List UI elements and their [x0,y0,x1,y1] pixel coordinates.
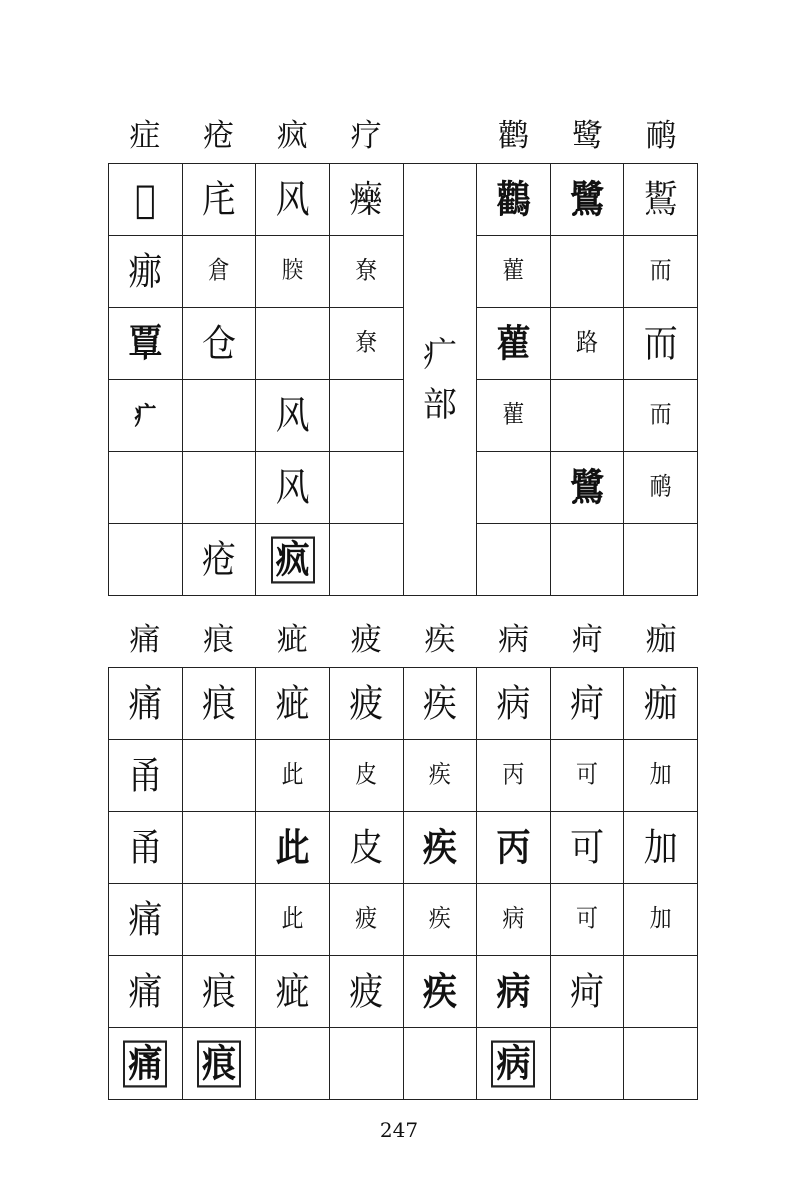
glyph-cell [109,380,183,452]
ancient-glyph: 𤻲 [349,177,384,222]
headword: 鹳 [498,118,530,154]
glyph-cell [624,740,698,812]
ancient-glyph: 可 [576,904,599,933]
ancient-glyph: 病 [496,681,531,726]
ancient-glyph: 而 [649,256,672,285]
headword: 疴 [571,622,603,658]
headword: 疮 [203,118,235,154]
glyph-cell [329,884,403,956]
ancient-glyph: 痕 [201,681,236,726]
glyph-cell [624,668,698,740]
glyph-cell [256,956,330,1028]
glyph-cell [256,668,330,740]
ancient-glyph: 疵 [275,681,310,726]
glyph-cell [550,740,624,812]
ancient-glyph: 𤻙 [135,177,156,222]
glyph-cell [256,524,330,596]
glyph-cell [182,452,256,524]
glyph-cell [477,740,551,812]
ancient-glyph: 疴 [570,969,605,1014]
ancient-glyph: 皮 [355,760,378,789]
table-row [109,668,698,740]
glyph-cell [109,452,183,524]
ancient-glyph: 加 [643,825,678,870]
ancient-glyph: 此 [281,904,304,933]
glyph-cell [329,740,403,812]
ancient-glyph: 疾 [428,904,451,933]
glyph-cell [477,308,551,380]
glyph-cell [550,452,624,524]
ancient-glyph: 风 [275,465,310,510]
bottom-glyph-grid [108,667,698,1100]
radical-label [404,164,477,595]
ancient-glyph: 痛 [128,969,163,1014]
glyph-cell [329,380,403,452]
glyph-cell [109,1028,183,1100]
glyph-cell [182,524,256,596]
glyph-cell [624,164,698,236]
ancient-glyph: 仓 [201,321,236,366]
glyph-cell [477,524,551,596]
ancient-glyph: 风 [275,393,310,438]
glyph-cell [550,164,624,236]
ancient-glyph: 鷺 [570,465,605,510]
headword: 症 [129,118,161,154]
table-row [109,884,698,956]
ancient-glyph: 痂 [643,681,678,726]
headword: 痕 [203,622,235,658]
ancient-glyph: 疲 [349,969,384,1014]
glyph-cell [550,668,624,740]
ancient-glyph: 此 [275,825,310,870]
glyph-cell [256,308,330,380]
glyph-cell [624,452,698,524]
ancient-glyph: 鷺 [570,177,605,222]
glyph-cell [624,308,698,380]
ancient-glyph: 疮 [201,537,236,582]
top-headword-row [108,116,698,156]
radical-cell [403,164,477,596]
ancient-glyph: 疾 [422,825,457,870]
glyph-cell [477,884,551,956]
glyph-cell [550,524,624,596]
glyph-cell [624,884,698,956]
glyph-cell [403,956,477,1028]
ancient-glyph: 𦝬 [281,256,304,285]
ancient-glyph: 丙 [496,825,531,870]
glyph-cell [256,740,330,812]
ancient-glyph: 甬 [128,825,163,870]
glyph-cell [477,452,551,524]
glyph-cell [477,380,551,452]
ancient-glyph: 倉 [207,256,230,285]
glyph-cell [624,812,698,884]
glyph-cell [182,884,256,956]
ancient-glyph: 而 [643,321,678,366]
glyph-cell [550,236,624,308]
seal-glyph: 痕 [197,1040,241,1087]
glyph-cell [182,164,256,236]
glyph-cell [624,524,698,596]
headword: 疯 [276,118,308,154]
glyph-cell [550,812,624,884]
ancient-glyph: 皮 [349,825,384,870]
glyph-cell [109,164,183,236]
glyph-cell [624,380,698,452]
glyph-cell [182,308,256,380]
ancient-glyph: 疲 [349,681,384,726]
ancient-glyph: 疵 [275,969,310,1014]
glyph-cell [109,524,183,596]
ancient-glyph: 疾 [422,681,457,726]
glyph-cell [109,236,183,308]
radical-char: 部 [422,384,457,425]
headword: 鹭 [571,118,603,154]
ancient-glyph: 痕 [201,969,236,1014]
ancient-glyph: 鸸 [649,472,672,501]
ancient-glyph: 雚 [502,400,525,429]
ancient-glyph: 可 [576,760,599,789]
glyph-cell [109,884,183,956]
ancient-glyph: 痛 [128,897,163,942]
glyph-cell [109,308,183,380]
ancient-glyph: 尞 [355,256,378,285]
glyph-cell [550,884,624,956]
ancient-glyph: 㡯 [201,177,236,222]
ancient-glyph: 疲 [355,904,378,933]
ancient-glyph: 疒 [134,400,157,431]
glyph-cell [477,956,551,1028]
ancient-glyph: 疾 [422,969,457,1014]
ancient-glyph: 加 [649,760,672,789]
ancient-glyph: 尞 [355,328,378,357]
glyph-cell [109,812,183,884]
glyph-cell [329,668,403,740]
glyph-cell [256,452,330,524]
glyph-cell [403,812,477,884]
glyph-cell [477,1028,551,1100]
glyph-cell [182,956,256,1028]
glyph-cell [550,308,624,380]
glyph-cell [256,380,330,452]
ancient-glyph: 痛 [128,681,163,726]
headword: 疵 [276,622,308,658]
table-row [109,740,698,812]
glyph-cell [182,236,256,308]
glyph-cell [403,1028,477,1100]
glyph-cell [624,956,698,1028]
headword: 鸸 [645,118,677,154]
glyph-cell [329,524,403,596]
table-row [109,1028,698,1100]
glyph-cell [550,1028,624,1100]
headword: 疗 [350,118,382,154]
ancient-glyph: 可 [570,825,605,870]
glyph-cell [477,812,551,884]
headword: 疲 [350,622,382,658]
seal-glyph: 痛 [123,1040,167,1087]
ancient-glyph: 𪆗 [643,177,678,222]
seal-glyph: 病 [491,1040,535,1087]
ancient-glyph: 鸛 [496,177,531,222]
glyph-cell [477,668,551,740]
seal-glyph: 疯 [271,536,315,583]
glyph-cell [329,812,403,884]
radical-char: 疒 [422,334,457,375]
glyph-cell [256,812,330,884]
glyph-cell [256,236,330,308]
ancient-glyph: 疴 [570,681,605,726]
ancient-glyph: 疾 [428,760,451,789]
table-row [109,164,698,236]
glyph-cell [403,884,477,956]
glyph-cell [624,1028,698,1100]
glyph-cell [477,164,551,236]
glyph-cell [329,452,403,524]
glyph-cell [477,236,551,308]
glyph-cell [329,236,403,308]
table-row [109,956,698,1028]
glyph-cell [182,740,256,812]
headword [403,116,477,156]
glyph-cell [109,956,183,1028]
glyph-cell [329,1028,403,1100]
glyph-cell [182,1028,256,1100]
top-glyph-grid [108,163,698,596]
glyph-cell [329,956,403,1028]
ancient-glyph: 而 [649,400,672,429]
glyph-cell [109,740,183,812]
ancient-glyph: 加 [649,904,672,933]
glyph-cell [329,164,403,236]
ancient-glyph: 甬 [128,753,163,798]
ancient-glyph: 丙 [502,760,525,789]
ancient-glyph: 雚 [496,321,531,366]
headword: 痂 [645,622,677,658]
headword: 疾 [424,622,456,658]
ancient-glyph: 病 [496,969,531,1014]
headword: 病 [498,622,530,658]
page-number: 247 [379,1118,419,1142]
glyph-cell [182,812,256,884]
bottom-headword-row [108,620,698,660]
glyph-cell [182,668,256,740]
ancient-glyph: 𧟹 [128,321,163,366]
ancient-glyph: 雚 [502,256,525,285]
headword: 痛 [129,622,161,658]
glyph-cell [550,380,624,452]
glyph-cell [109,668,183,740]
glyph-cell [329,308,403,380]
glyph-cell [182,380,256,452]
glyph-cell [403,740,477,812]
glyph-cell [256,164,330,236]
ancient-glyph: 此 [281,760,304,789]
ancient-glyph: 路 [576,328,599,357]
ancient-glyph: 𤶸 [128,249,163,294]
glyph-cell [256,1028,330,1100]
glyph-cell [550,956,624,1028]
ancient-glyph: 风 [275,177,310,222]
glyph-cell [403,668,477,740]
glyph-cell [256,884,330,956]
table-row [109,812,698,884]
glyph-cell [624,236,698,308]
ancient-glyph: 病 [502,904,525,933]
